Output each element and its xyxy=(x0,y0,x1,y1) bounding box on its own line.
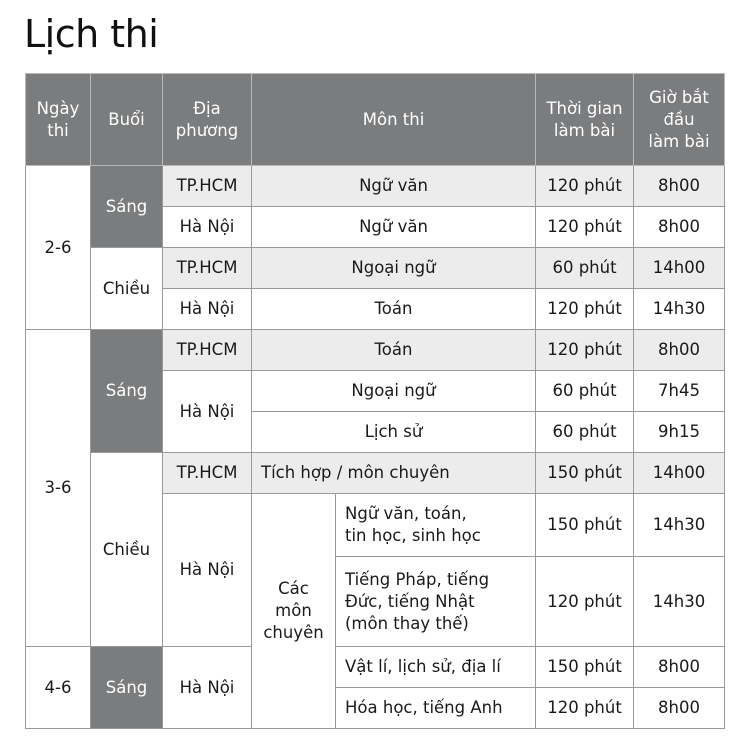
start-time-cell: 14h00 xyxy=(634,248,725,289)
session-cell: Chiều xyxy=(91,453,163,647)
start-time-cell: 9h15 xyxy=(634,412,725,453)
duration-cell: 120 phút xyxy=(536,330,634,371)
start-time-cell: 8h00 xyxy=(634,330,725,371)
duration-cell: 150 phút xyxy=(536,494,634,557)
location-cell: Hà Nội xyxy=(163,494,252,647)
start-time-cell: 8h00 xyxy=(634,688,725,729)
start-time-cell: 7h45 xyxy=(634,371,725,412)
start-time-cell: 14h30 xyxy=(634,557,725,647)
location-cell: TP.HCM xyxy=(163,330,252,371)
date-cell: 2-6 xyxy=(26,166,91,330)
duration-cell: 150 phút xyxy=(536,453,634,494)
table-row xyxy=(26,248,725,289)
subject-cell: Ngữ văn, toán, tin học, sinh học xyxy=(336,494,536,557)
subject-cell: Hóa học, tiếng Anh xyxy=(336,688,536,729)
subject-cell: Tích hợp / môn chuyên xyxy=(252,453,536,494)
session-cell: Sáng xyxy=(91,166,163,248)
session-cell: Sáng xyxy=(91,647,163,729)
start-time-cell: 14h30 xyxy=(634,289,725,330)
duration-cell: 120 phút xyxy=(536,688,634,729)
duration-cell: 120 phút xyxy=(536,557,634,647)
date-cell: 4-6 xyxy=(26,647,91,729)
start-time-cell: 8h00 xyxy=(634,207,725,248)
duration-cell: 120 phút xyxy=(536,207,634,248)
location-cell: Hà Nội xyxy=(163,289,252,330)
subject-cell: Ngữ văn xyxy=(252,207,536,248)
page-title: Lịch thi xyxy=(24,12,159,56)
duration-cell: 120 phút xyxy=(536,166,634,207)
header-row xyxy=(26,74,725,166)
header-subject: Môn thi xyxy=(252,74,536,166)
session-cell: Chiều xyxy=(91,248,163,330)
specialized-subjects-group-cell: Các môn chuyên xyxy=(252,494,336,729)
duration-cell: 60 phút xyxy=(536,248,634,289)
subject-cell: Ngoại ngữ xyxy=(252,248,536,289)
subject-cell: Vật lí, lịch sử, địa lí xyxy=(336,647,536,688)
location-cell: Hà Nội xyxy=(163,647,252,729)
location-cell: TP.HCM xyxy=(163,166,252,207)
subject-cell: Tiếng Pháp, tiếng Đức, tiếng Nhật (môn thay thế) xyxy=(336,557,536,647)
start-time-cell: 14h30 xyxy=(634,494,725,557)
location-cell: Hà Nội xyxy=(163,207,252,248)
duration-cell: 150 phút xyxy=(536,647,634,688)
subject-cell: Ngữ văn xyxy=(252,166,536,207)
duration-cell: 60 phút xyxy=(536,371,634,412)
exam-schedule-table xyxy=(25,73,725,729)
location-cell: TP.HCM xyxy=(163,453,252,494)
header-session: Buổi xyxy=(91,74,163,166)
duration-cell: 60 phút xyxy=(536,412,634,453)
header-location: Địa phương xyxy=(163,74,252,166)
subject-cell: Ngoại ngữ xyxy=(252,371,536,412)
header-start-time: Giờ bắt đầu làm bài xyxy=(634,74,725,166)
date-cell: 3-6 xyxy=(26,330,91,647)
start-time-cell: 8h00 xyxy=(634,166,725,207)
table-row xyxy=(26,166,725,207)
header-duration: Thời gian làm bài xyxy=(536,74,634,166)
subject-cell: Lịch sử xyxy=(252,412,536,453)
location-cell: TP.HCM xyxy=(163,248,252,289)
subject-cell: Toán xyxy=(252,330,536,371)
header-date: Ngày thi xyxy=(26,74,91,166)
location-cell: Hà Nội xyxy=(163,371,252,453)
session-cell: Sáng xyxy=(91,330,163,453)
subject-cell: Toán xyxy=(252,289,536,330)
duration-cell: 120 phút xyxy=(536,289,634,330)
table-row xyxy=(26,453,725,494)
table-row xyxy=(26,330,725,371)
start-time-cell: 8h00 xyxy=(634,647,725,688)
start-time-cell: 14h00 xyxy=(634,453,725,494)
table-row xyxy=(26,647,725,688)
